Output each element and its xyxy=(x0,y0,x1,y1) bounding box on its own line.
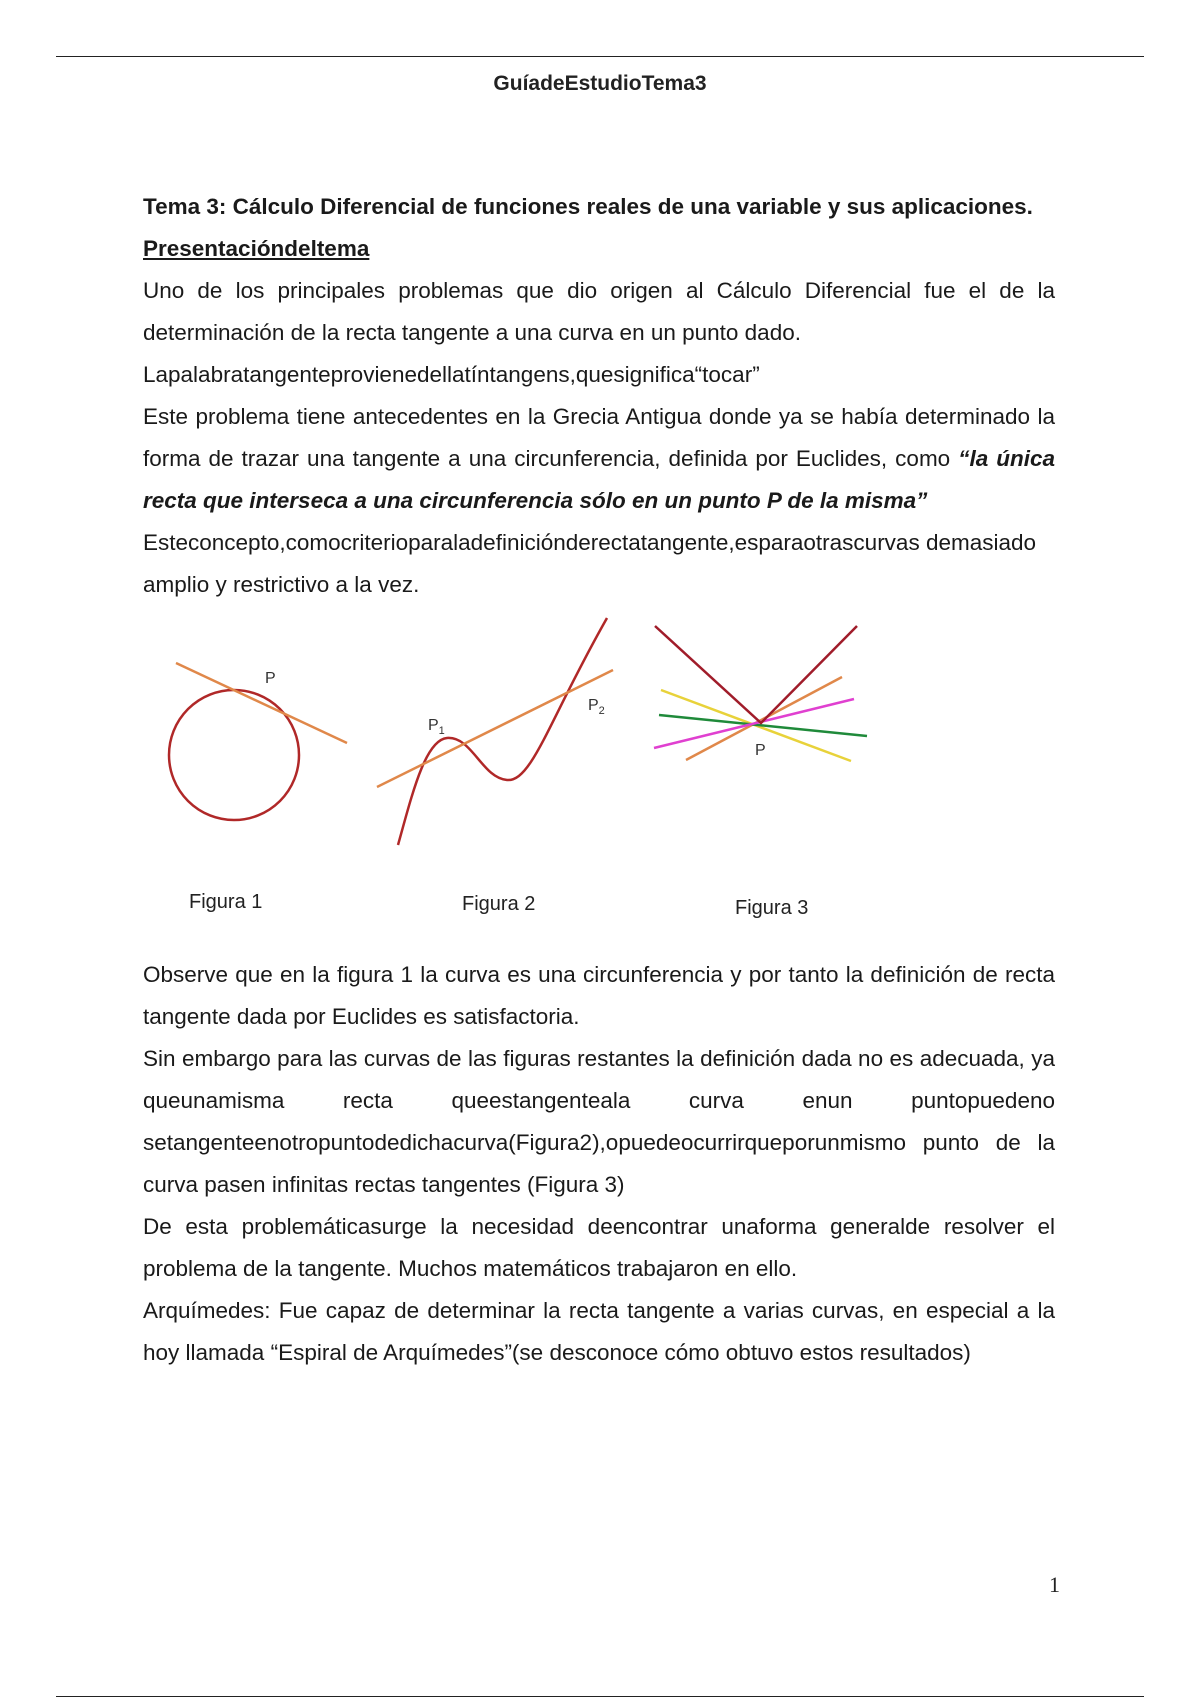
figure-2-point2-label: $P_2$ xyxy=(588,697,605,717)
figure-2 xyxy=(377,618,613,915)
tangent-figures-svg xyxy=(137,610,937,950)
paragraph-figure1-note: Observe que en la figura 1 la curva es una circunferencia y por tanto la definición de recta tangente dada por Euclides es satisfactoria. xyxy=(143,962,1055,1029)
document-title: Tema 3: Cálculo Diferencial de funciones reales de una variable y sus aplicaciones. xyxy=(143,194,1033,219)
paragraph-other-curves: Sin embargo para las curvas de las figuras restantes la definición dada no es adecuada, ya queunamisma recta queestangenteala curva enun puntopuedeno setangenteenotropuntodedichacurva(Figura2),opuedeocurrirqueporunmismo punto de la curva pasen infinitas rectas tangentes (Figura 3) xyxy=(143,1046,1055,1197)
running-header: GuíadeEstudioTema3 xyxy=(493,72,707,95)
figure-1-circle xyxy=(169,690,299,820)
page-number: 1 xyxy=(1049,1572,1060,1597)
section-heading xyxy=(143,228,1055,270)
footer-rule xyxy=(56,1696,1144,1697)
paragraph-problem: De esta problemáticasurge la necesidad deencontrar unaforma generalde resolver el problema de la tangente. Muchos matemáticos trabajaron en ello. xyxy=(143,1214,1055,1281)
figure-3-line-magenta xyxy=(654,699,854,748)
figure-1-caption: Figura 1 xyxy=(189,891,263,913)
paragraph-etymology: Lapalabratangenteprovienedellatíntangens,quesignifica“tocar” xyxy=(143,362,760,387)
paragraph-origin: Uno de los principales problemas que dio origen al Cálculo Diferencial fue el de la determinación de la recta tangente a una curva en un punto dado. xyxy=(143,278,1055,345)
document-body xyxy=(143,186,1055,1374)
figure-2-point1-label: $P_1$ xyxy=(428,717,445,737)
figure-3-caption: Figura 3 xyxy=(735,897,809,919)
figure-3-corner-curve xyxy=(655,626,857,723)
figure-1 xyxy=(169,663,347,913)
euclid-quote: “la única recta que interseca a una circunferencia sólo en un punto P de la misma” xyxy=(143,446,1055,513)
tangent-figures xyxy=(137,610,937,950)
figure-1-point-label: P xyxy=(265,670,276,687)
figure-1-tangent-line xyxy=(176,663,347,743)
figure-3-point-label: P xyxy=(755,742,766,759)
figure-3 xyxy=(654,626,867,919)
section-heading-text: Presentacióndeltema xyxy=(143,236,370,261)
header-rule xyxy=(56,56,1144,57)
figure-2-tangent-line xyxy=(377,670,613,787)
euclid-text: Este problema tiene antecedentes en la Grecia Antigua donde ya se había determinado la forma de trazar una tangente a una circunferencia, definida por Euclides, como xyxy=(143,404,1055,471)
paragraph-euclid xyxy=(143,396,1055,522)
paragraph-concept: Esteconcepto,comocriterioparaladefiniciónderectatangente,esparaotrascurvas demasiado amplio y restrictivo a la vez. xyxy=(143,530,1037,597)
figure-2-caption: Figura 2 xyxy=(462,893,536,915)
paragraph-archimedes: Arquímedes: Fue capaz de determinar la recta tangente a varias curvas, en especial a la hoy llamada “Espiral de Arquímedes”(se desconoce cómo obtuvo estos resultados) xyxy=(143,1298,1055,1365)
